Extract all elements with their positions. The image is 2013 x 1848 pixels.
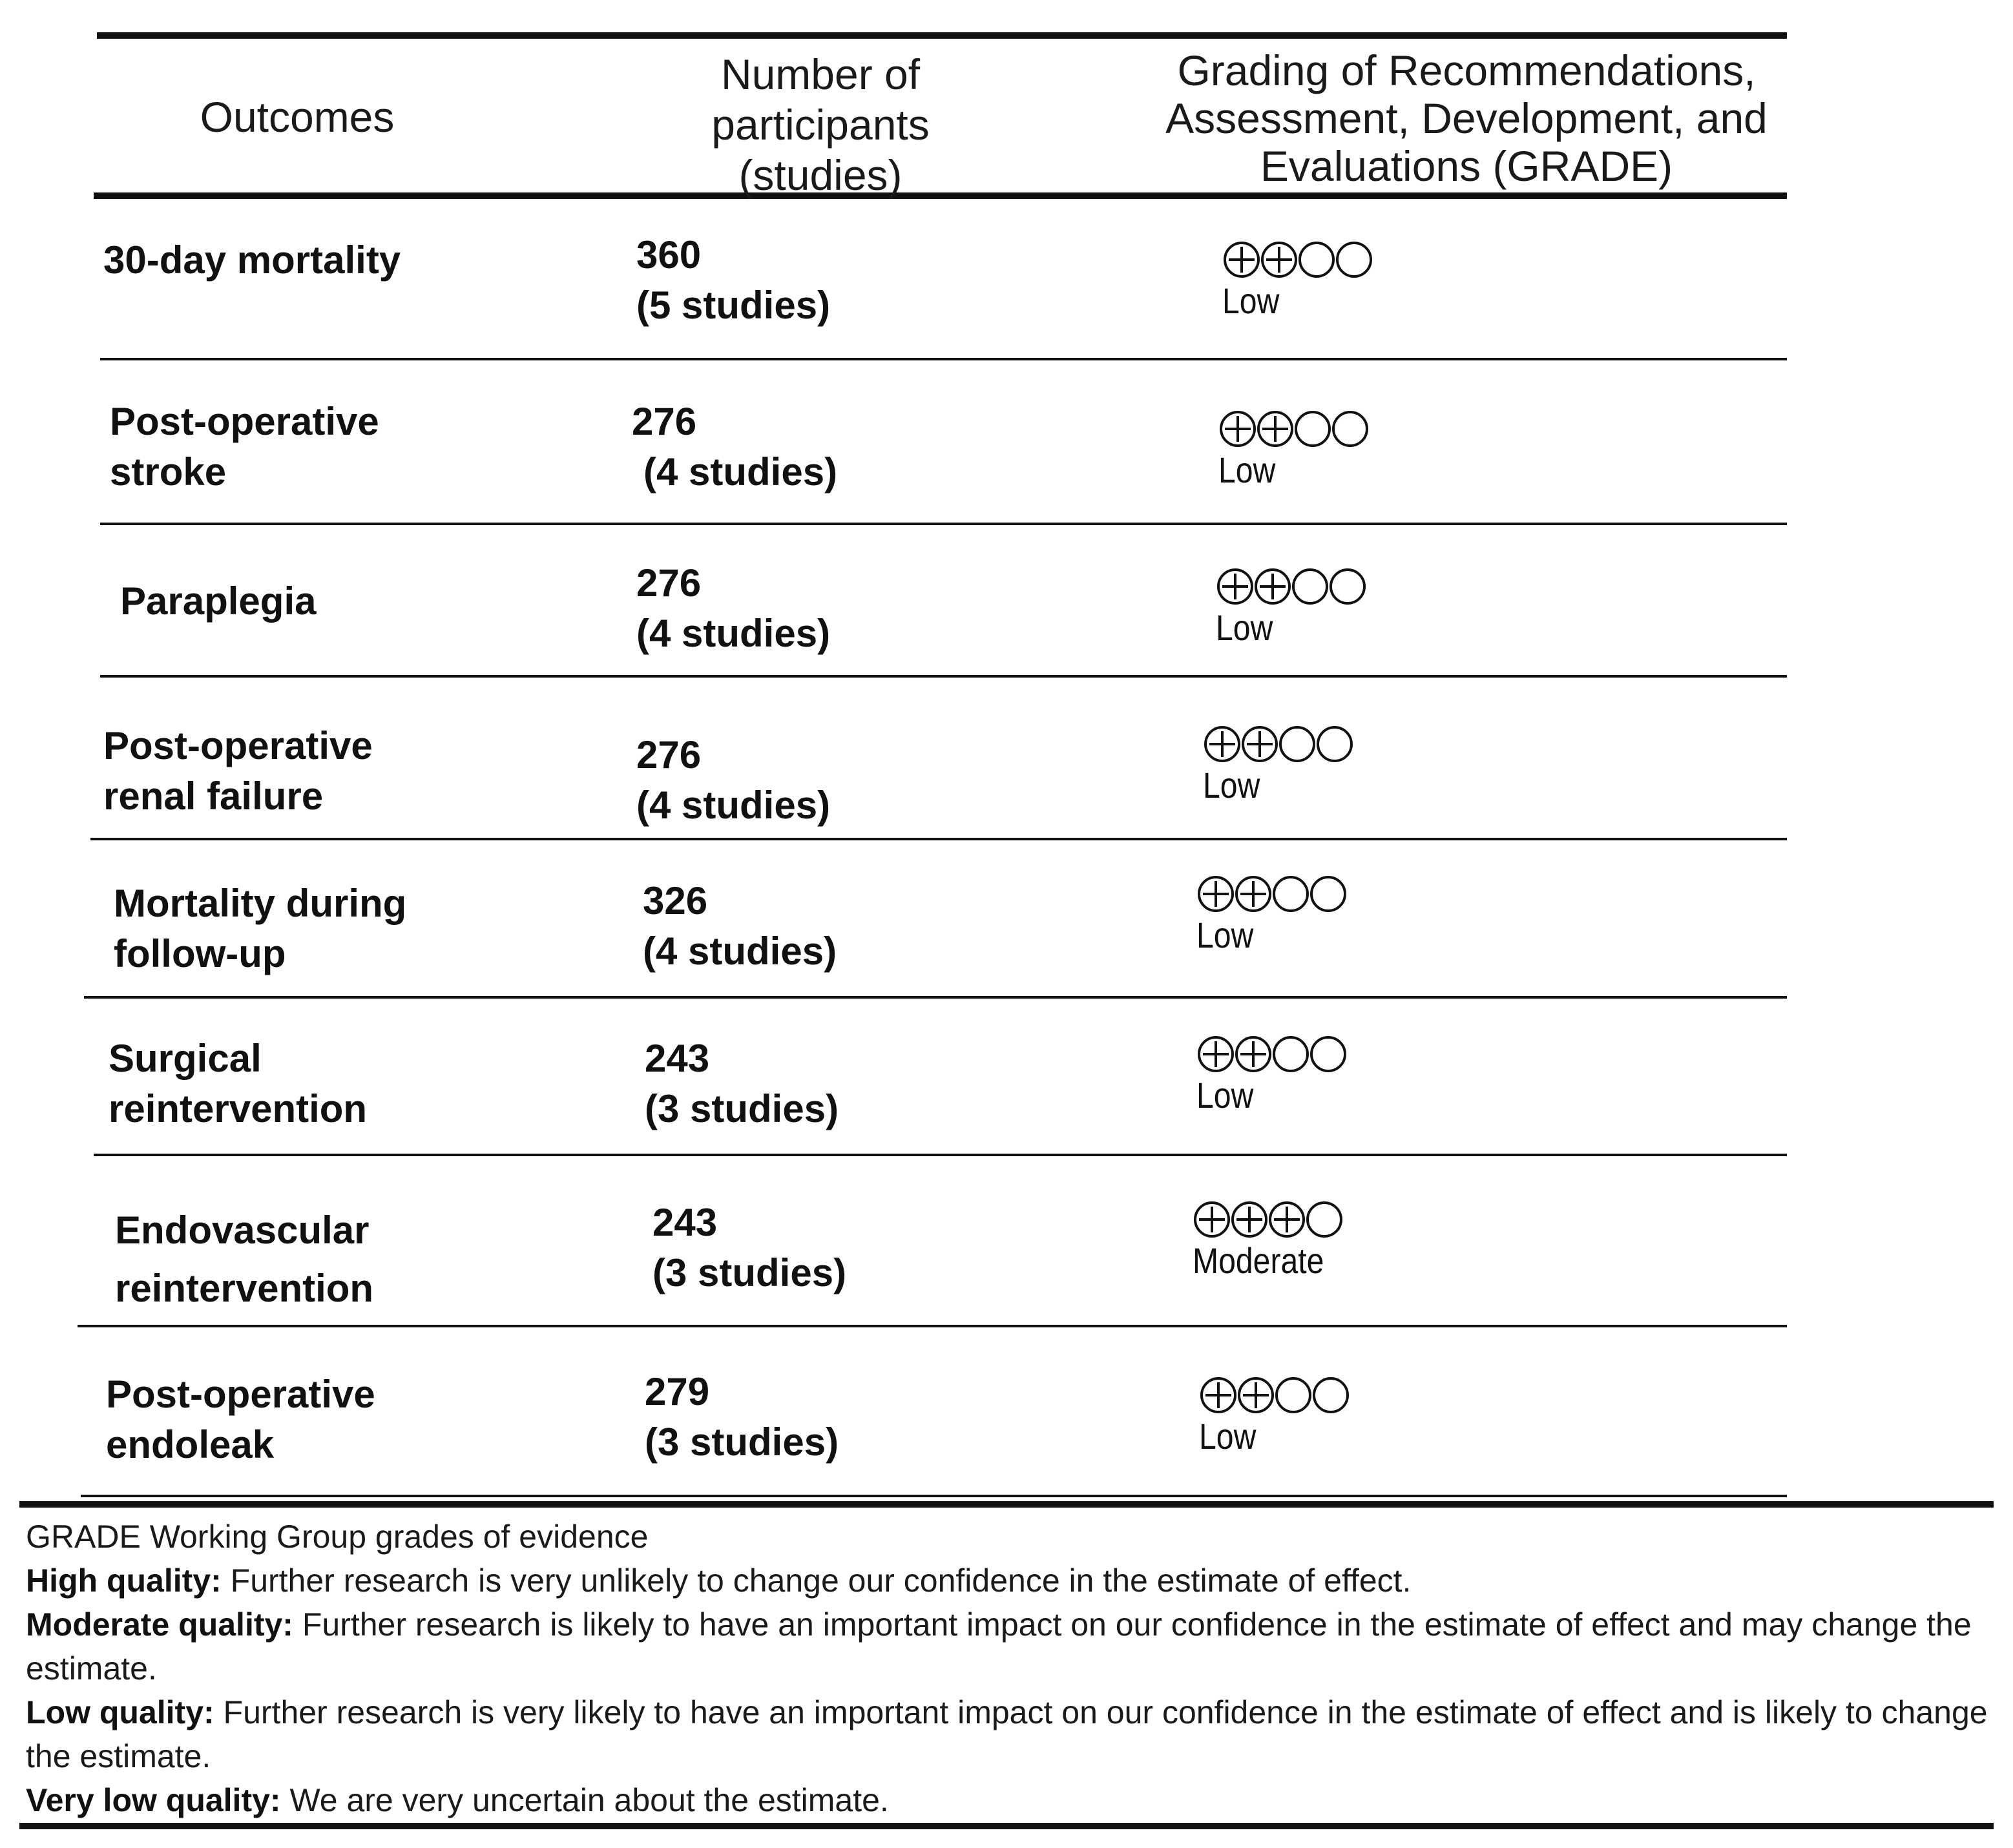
header-participants-line: Number of bbox=[720, 50, 921, 98]
circled-plus-icon bbox=[1199, 1376, 1238, 1415]
row-outcome bbox=[103, 235, 401, 286]
open-circle-icon bbox=[1309, 875, 1348, 913]
circled-plus-icon bbox=[1218, 410, 1257, 448]
legend-term: Very low quality: bbox=[26, 1782, 281, 1818]
outcome-line: stroke bbox=[110, 450, 227, 493]
row-grade bbox=[1222, 240, 1372, 320]
grade-symbols bbox=[1222, 240, 1372, 282]
open-circle-icon bbox=[1293, 410, 1332, 448]
row-outcome bbox=[103, 721, 373, 822]
row-separator bbox=[78, 1325, 1787, 1327]
row-grade bbox=[1203, 725, 1353, 805]
header-grade-line: Evaluations (GRADE) bbox=[1260, 142, 1673, 190]
open-circle-icon bbox=[1271, 875, 1310, 913]
header-grade-line: Assessment, Development, and bbox=[1165, 94, 1768, 142]
row-participants bbox=[636, 730, 830, 831]
grade-label: Low bbox=[1199, 1416, 1257, 1457]
legend-text: Further research is likely to have an important impact on our confidence in the estimate of effect and may change the estimate. bbox=[26, 1606, 1972, 1687]
row-separator bbox=[100, 523, 1787, 525]
legend-low bbox=[26, 1690, 1990, 1778]
outcome-line: Post-operative bbox=[103, 724, 373, 767]
grade-label: Low bbox=[1196, 1075, 1254, 1116]
legend-term: Low quality: bbox=[26, 1694, 214, 1730]
header-outcomes bbox=[168, 92, 426, 142]
row-outcome bbox=[120, 576, 317, 627]
footer-top-rule bbox=[19, 1501, 1994, 1508]
outcome-line: Paraplegia bbox=[120, 579, 317, 623]
circled-plus-icon bbox=[1256, 410, 1295, 448]
studies-count: (4 studies) bbox=[636, 784, 831, 827]
grade-symbols bbox=[1196, 1035, 1346, 1076]
outcome-line: Post-operative bbox=[106, 1373, 375, 1416]
header-grade bbox=[1156, 47, 1777, 190]
participants-count: 279 bbox=[645, 1370, 710, 1413]
row-grade bbox=[1196, 1035, 1346, 1115]
grade-label: Low bbox=[1218, 450, 1276, 490]
table-bottom-rule bbox=[81, 1495, 1787, 1497]
row-separator bbox=[94, 1154, 1787, 1156]
outcome-line: reintervention bbox=[115, 1267, 374, 1310]
open-circle-icon bbox=[1315, 725, 1354, 763]
row-separator bbox=[90, 838, 1787, 840]
legend-high bbox=[26, 1559, 1990, 1603]
participants-count: 276 bbox=[636, 561, 702, 605]
footer-bottom-rule bbox=[19, 1823, 1994, 1829]
legend-text: Further research is very likely to have an important impact on our confidence in the estimate of effect and is likely to change the estimate. bbox=[26, 1694, 1988, 1774]
legend-moderate bbox=[26, 1603, 1990, 1690]
row-participants bbox=[645, 1033, 839, 1134]
open-circle-icon bbox=[1291, 567, 1330, 606]
circled-plus-icon bbox=[1196, 1035, 1235, 1074]
grade-symbols bbox=[1203, 725, 1353, 766]
header-participants bbox=[672, 49, 969, 200]
grade-symbols bbox=[1199, 1376, 1349, 1417]
row-participants bbox=[643, 876, 837, 977]
row-participants bbox=[645, 1367, 839, 1468]
open-circle-icon bbox=[1328, 567, 1367, 606]
participants-count: 360 bbox=[636, 233, 702, 276]
circled-plus-icon bbox=[1222, 240, 1261, 279]
grade-label: Low bbox=[1216, 607, 1273, 648]
row-outcome bbox=[106, 1369, 375, 1470]
open-circle-icon bbox=[1309, 1035, 1348, 1074]
participants-count: 276 bbox=[632, 400, 697, 443]
row-participants bbox=[636, 230, 830, 331]
row-separator bbox=[100, 358, 1787, 360]
circled-plus-icon bbox=[1196, 875, 1235, 913]
header-participants-line: participants bbox=[711, 101, 930, 149]
header-grade-line: Grading of Recommendations, bbox=[1177, 47, 1756, 94]
circled-plus-icon bbox=[1260, 240, 1299, 279]
open-circle-icon bbox=[1305, 1200, 1344, 1239]
row-grade bbox=[1216, 567, 1366, 647]
legend-term: Moderate quality: bbox=[26, 1606, 293, 1643]
grade-label: Low bbox=[1196, 915, 1254, 955]
open-circle-icon bbox=[1297, 240, 1336, 279]
open-circle-icon bbox=[1271, 1035, 1310, 1074]
circled-plus-icon bbox=[1236, 1376, 1275, 1415]
studies-count: (4 studies) bbox=[643, 450, 838, 493]
open-circle-icon bbox=[1278, 725, 1317, 763]
participants-count: 276 bbox=[636, 733, 702, 776]
circled-plus-icon bbox=[1203, 725, 1242, 763]
outcome-line: Mortality during bbox=[114, 882, 407, 925]
row-grade bbox=[1199, 1376, 1349, 1456]
open-circle-icon bbox=[1335, 240, 1373, 279]
legend-title: GRADE Working Group grades of evidence bbox=[26, 1519, 649, 1555]
outcome-line: Post-operative bbox=[110, 400, 379, 443]
header-participants-line: (studies) bbox=[738, 151, 902, 199]
circled-plus-icon bbox=[1240, 725, 1279, 763]
grade-symbols bbox=[1218, 410, 1368, 451]
studies-count: (4 studies) bbox=[643, 929, 837, 973]
grade-symbols bbox=[1193, 1200, 1346, 1241]
circled-plus-icon bbox=[1234, 1035, 1273, 1074]
outcome-line: Surgical bbox=[109, 1037, 262, 1080]
circled-plus-icon bbox=[1216, 567, 1255, 606]
outcome-line: follow-up bbox=[114, 932, 286, 975]
participants-count: 243 bbox=[652, 1201, 718, 1244]
circled-plus-icon bbox=[1253, 567, 1292, 606]
header-outcomes-text: Outcomes bbox=[200, 93, 395, 141]
grade-symbols bbox=[1196, 875, 1346, 916]
legend-text: We are very uncertain about the estimate. bbox=[280, 1782, 889, 1818]
grade-label: Low bbox=[1222, 280, 1280, 321]
table-top-rule bbox=[97, 32, 1787, 39]
circled-plus-icon bbox=[1234, 875, 1273, 913]
row-participants bbox=[632, 397, 837, 497]
row-participants bbox=[652, 1198, 846, 1298]
outcome-line: renal failure bbox=[103, 774, 324, 818]
legend-very-low bbox=[26, 1778, 1990, 1822]
studies-count: (3 studies) bbox=[645, 1420, 839, 1464]
studies-count: (5 studies) bbox=[636, 284, 831, 327]
grade-label: Low bbox=[1203, 765, 1260, 805]
row-outcome bbox=[109, 1033, 367, 1134]
grade-legend bbox=[26, 1515, 1990, 1822]
circled-plus-icon bbox=[1267, 1200, 1306, 1239]
studies-count: (3 studies) bbox=[645, 1087, 839, 1130]
row-grade bbox=[1196, 875, 1346, 955]
row-outcome bbox=[115, 1201, 373, 1318]
row-separator bbox=[84, 996, 1787, 999]
row-outcome bbox=[110, 397, 379, 497]
row-grade bbox=[1218, 410, 1368, 490]
outcome-line: 30-day mortality bbox=[103, 238, 401, 282]
grade-label: Moderate bbox=[1193, 1240, 1324, 1281]
circled-plus-icon bbox=[1230, 1200, 1269, 1239]
row-separator bbox=[100, 675, 1787, 678]
open-circle-icon bbox=[1311, 1376, 1350, 1415]
circled-plus-icon bbox=[1193, 1200, 1231, 1239]
open-circle-icon bbox=[1274, 1376, 1313, 1415]
participants-count: 326 bbox=[643, 879, 708, 922]
row-participants bbox=[636, 558, 830, 659]
studies-count: (3 studies) bbox=[652, 1251, 847, 1294]
studies-count: (4 studies) bbox=[636, 612, 831, 655]
grade-symbols bbox=[1216, 567, 1366, 608]
legend-text: Further research is very unlikely to change our confidence in the estimate of effect. bbox=[221, 1562, 1412, 1599]
outcome-line: Endovascular bbox=[115, 1209, 370, 1252]
outcome-line: reintervention bbox=[109, 1087, 368, 1130]
row-outcome bbox=[114, 878, 406, 979]
open-circle-icon bbox=[1331, 410, 1370, 448]
participants-count: 243 bbox=[645, 1037, 710, 1080]
row-grade bbox=[1193, 1200, 1346, 1280]
outcome-line: endoleak bbox=[106, 1423, 275, 1466]
legend-term: High quality: bbox=[26, 1562, 222, 1599]
